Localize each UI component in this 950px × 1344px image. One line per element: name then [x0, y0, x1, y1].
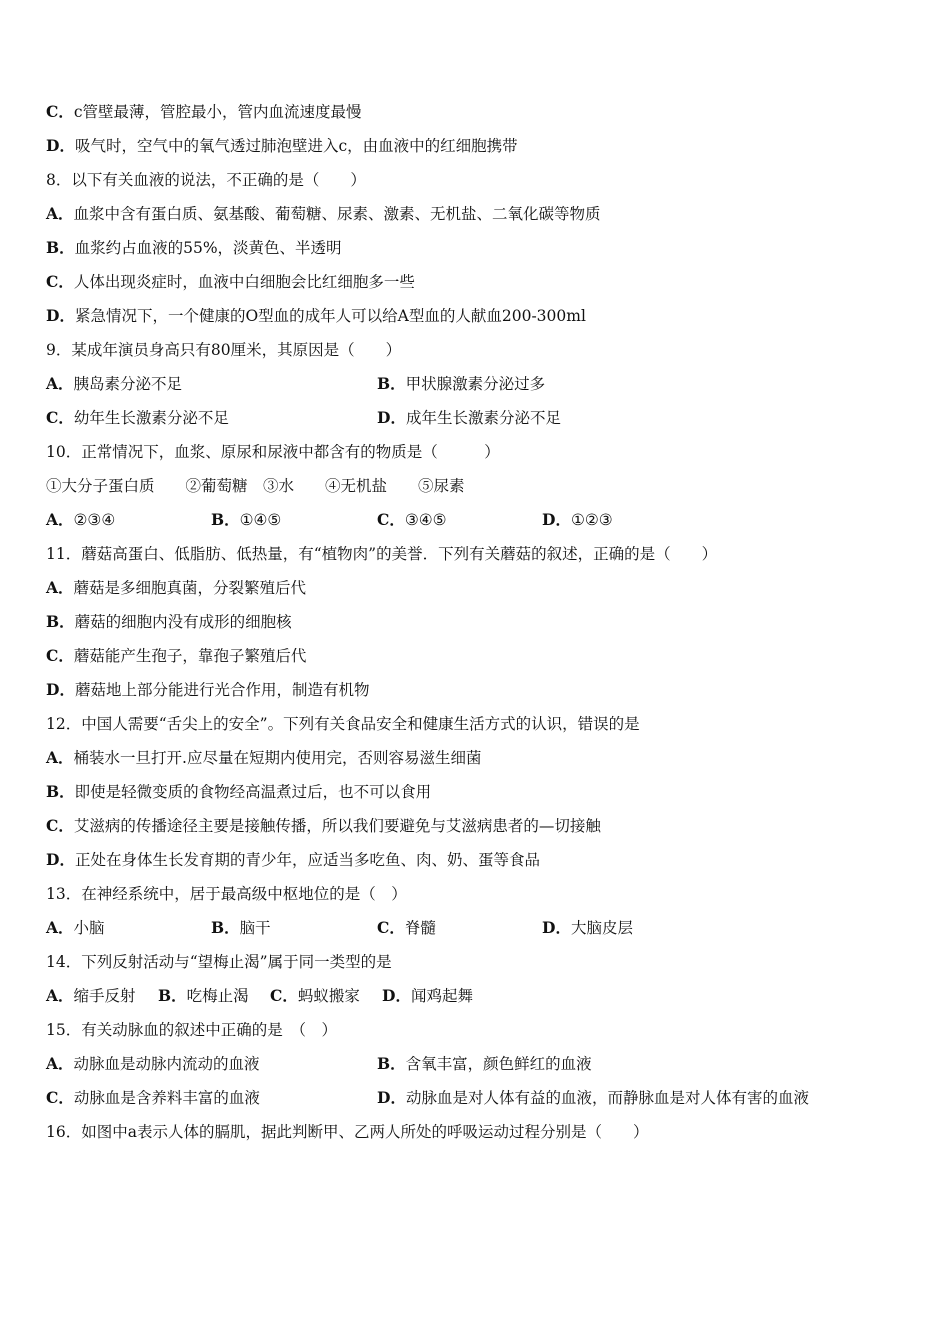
- q14-option-a: [46, 984, 136, 1008]
- option-letter: B．: [46, 782, 75, 801]
- option-text: c管壁最薄，管腔最小，管内血流速度最慢: [73, 103, 362, 121]
- q12-option-a: [46, 746, 481, 770]
- option-text: 脑干: [239, 919, 271, 937]
- option-letter: B．: [158, 986, 187, 1005]
- option-letter: C．: [46, 1088, 74, 1107]
- option-letter: B．: [377, 1054, 406, 1073]
- q16-stem: 16．如图中a表示人体的膈肌，据此判断甲、乙两人所处的呼吸运动过程分别是（ ）: [46, 1123, 649, 1141]
- option-letter: A．: [46, 986, 74, 1005]
- option-text: 蘑菇的细胞内没有成形的细胞核: [74, 613, 292, 631]
- option-text: 动脉血是对人体有益的血液，而静脉血是对人体有害的血液: [405, 1089, 809, 1107]
- option-letter: A．: [46, 1054, 74, 1073]
- option-letter: D．: [46, 680, 75, 699]
- q10-items: ①大分子蛋白质 ②葡萄糖 ③水 ④无机盐 ⑤尿素: [46, 477, 465, 495]
- option-text: 闻鸡起舞: [410, 987, 473, 1005]
- q10-option-d: [542, 508, 613, 532]
- option-text: 蘑菇能产生孢子，靠孢子繁殖后代: [73, 647, 307, 665]
- q8-option-c: [46, 270, 415, 294]
- q9-option-b: [377, 372, 545, 396]
- option-letter: A．: [46, 578, 74, 597]
- option-letter: C．: [46, 816, 74, 835]
- option-letter: D．: [46, 306, 75, 325]
- option-text: 吃梅止渴: [186, 987, 249, 1005]
- q10-stem: 10．正常情况下，血浆、原尿和尿液中都含有的物质是（ ）: [46, 443, 500, 461]
- q13-options: [46, 916, 906, 940]
- q12-stem: 12．中国人需要“舌尖上的安全”。下列有关食品安全和健康生活方式的认识，错误的是: [46, 715, 640, 733]
- option-text: 胰岛素分泌不足: [73, 375, 183, 393]
- option-letter: B．: [211, 510, 240, 529]
- option-letter: B．: [211, 918, 240, 937]
- q9-option-d: [377, 406, 561, 430]
- option-letter: C．: [46, 102, 74, 121]
- q13-option-a: [46, 916, 105, 940]
- option-text: 缩手反射: [73, 987, 136, 1005]
- option-text: 吸气时，空气中的氧气透过肺泡壁进入c，由血液中的红细胞携带: [74, 137, 518, 155]
- q15-option-d: [377, 1086, 809, 1110]
- q15-options-row2: [46, 1086, 906, 1110]
- option-text: 动脉血是动脉内流动的血液: [73, 1055, 260, 1073]
- q12-option-d: [46, 848, 540, 872]
- q8-option-b: [46, 236, 342, 260]
- q7-option-d: [46, 134, 518, 158]
- option-letter: C．: [377, 918, 405, 937]
- option-letter: B．: [46, 238, 75, 257]
- option-text: 血浆约占血液的55%，淡黄色、半透明: [74, 239, 342, 257]
- q12-option-c: [46, 814, 601, 838]
- option-text: 蘑菇是多细胞真菌，分裂繁殖后代: [73, 579, 307, 597]
- q9-stem: 9．某成年演员身高只有80厘米，其原因是（ ）: [46, 341, 402, 359]
- q13-option-d: [542, 916, 633, 940]
- option-letter: D．: [542, 918, 571, 937]
- q13-stem: 13．在神经系统中，居于最高级中枢地位的是（ ）: [46, 885, 407, 903]
- q7-option-c: [46, 100, 362, 124]
- option-letter: B．: [46, 612, 75, 631]
- q14-option-b: [158, 984, 249, 1008]
- option-text: 桶装水一旦打开.应尽量在短期内使用完，否则容易滋生细菌: [73, 749, 482, 767]
- q10-options: [46, 508, 906, 532]
- q12-option-b: [46, 780, 431, 804]
- option-text: 小脑: [73, 919, 105, 937]
- q10-option-b: [211, 508, 281, 532]
- q14-options: [46, 984, 906, 1008]
- q11-option-c: [46, 644, 306, 668]
- option-letter: C．: [377, 510, 405, 529]
- q9-options-row2: [46, 406, 906, 430]
- option-text: 蚂蚁搬家: [297, 987, 360, 1005]
- q13-option-c: [377, 916, 436, 940]
- option-letter: A．: [46, 374, 74, 393]
- option-text: 蘑菇地上部分能进行光合作用，制造有机物: [74, 681, 370, 699]
- q11-option-b: [46, 610, 292, 634]
- option-letter: A．: [46, 204, 74, 223]
- option-letter: A．: [46, 918, 74, 937]
- option-text: ②③④: [73, 511, 116, 529]
- q9-options-row1: [46, 372, 906, 396]
- q15-option-a: [46, 1052, 260, 1076]
- q15-options-row1: [46, 1052, 906, 1076]
- option-letter: D．: [46, 136, 75, 155]
- q11-stem: 11．蘑菇高蛋白、低脂肪、低热量，有“植物肉”的美誉．下列有关蘑菇的叙述，正确的是（ ）: [46, 545, 718, 563]
- option-text: 脊髓: [404, 919, 436, 937]
- q11-option-d: [46, 678, 369, 702]
- option-text: ①②③: [570, 511, 613, 529]
- q9-option-c: [46, 406, 229, 430]
- q9-option-a: [46, 372, 182, 396]
- q8-stem: 8．以下有关血液的说法，不正确的是（ ）: [46, 171, 366, 189]
- option-text: 正处在身体生长发育期的青少年，应适当多吃鱼、肉、奶、蛋等食品: [74, 851, 540, 869]
- option-letter: C．: [46, 408, 74, 427]
- option-letter: D．: [46, 850, 75, 869]
- q8-option-a: [46, 202, 601, 226]
- option-text: 血浆中含有蛋白质、氨基酸、葡萄糖、尿素、激素、无机盐、二氧化碳等物质: [73, 205, 601, 223]
- option-text: ①④⑤: [239, 511, 282, 529]
- q10-option-c: [377, 508, 447, 532]
- q11-option-a: [46, 576, 306, 600]
- option-letter: A．: [46, 510, 74, 529]
- option-text: 含氧丰富，颜色鲜红的血液: [405, 1055, 592, 1073]
- option-letter: D．: [377, 408, 406, 427]
- q10-option-a: [46, 508, 115, 532]
- q14-option-c: [270, 984, 360, 1008]
- option-letter: D．: [382, 986, 411, 1005]
- q8-option-d: [46, 304, 586, 328]
- option-letter: C．: [270, 986, 298, 1005]
- q15-option-b: [377, 1052, 592, 1076]
- option-text: 大脑皮层: [570, 919, 633, 937]
- option-letter: C．: [46, 272, 74, 291]
- option-text: 成年生长激素分泌不足: [405, 409, 561, 427]
- option-text: 即使是轻微变质的食物经高温煮过后，也不可以食用: [74, 783, 432, 801]
- option-text: ③④⑤: [404, 511, 447, 529]
- option-text: 紧急情况下，一个健康的O型血的成年人可以给A型血的人献血200-300ml: [74, 307, 586, 325]
- option-letter: B．: [377, 374, 406, 393]
- option-letter: A．: [46, 748, 74, 767]
- option-letter: D．: [377, 1088, 406, 1107]
- q15-stem: 15．有关动脉血的叙述中正确的是 （ ）: [46, 1021, 337, 1039]
- option-text: 艾滋病的传播途径主要是接触传播，所以我们要避免与艾滋病患者的—切接触: [73, 817, 601, 835]
- option-text: 甲状腺激素分泌过多: [405, 375, 546, 393]
- q13-option-b: [211, 916, 271, 940]
- q15-option-c: [46, 1086, 260, 1110]
- option-letter: D．: [542, 510, 571, 529]
- q14-stem: 14．下列反射活动与“望梅止渴”属于同一类型的是: [46, 953, 392, 971]
- q14-option-d: [382, 984, 473, 1008]
- option-text: 人体出现炎症时，血液中白细胞会比红细胞多一些: [73, 273, 415, 291]
- option-text: 幼年生长激素分泌不足: [73, 409, 229, 427]
- option-text: 动脉血是含养料丰富的血液: [73, 1089, 260, 1107]
- option-letter: C．: [46, 646, 74, 665]
